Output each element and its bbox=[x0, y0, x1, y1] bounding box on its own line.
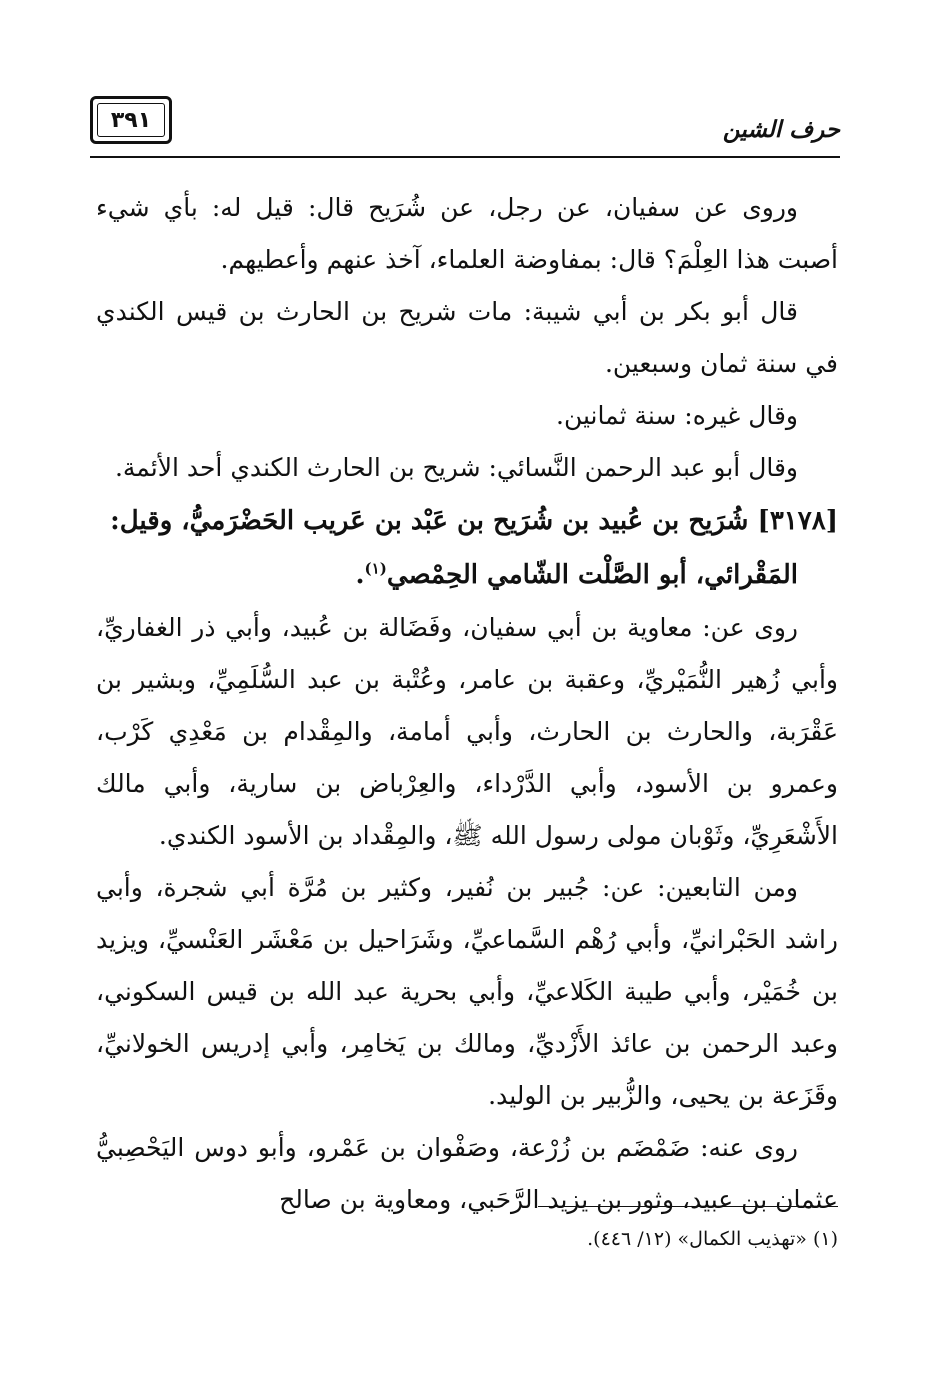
body-text bbox=[96, 182, 838, 1226]
entry-heading-line2-end: . bbox=[355, 560, 365, 590]
paragraph: وقال غيره: سنة ثمانين. bbox=[556, 401, 798, 430]
page-header bbox=[90, 96, 840, 160]
running-title: حرف الشين bbox=[722, 116, 840, 143]
footnote-rule bbox=[538, 1206, 838, 1207]
paragraph: ومن التابعين: عن: جُبير بن نُفير، وكثير بن مُرَّة أبي شجرة، وأبي راشد الحَبْرانيِّ، وأبي رُهْم السَّماعيِّ، وشَرَاحيل بن مَعْشَر العَنْسيِّ، ويزيد بن خُمَيْر، وأبي طيبة الكَلاعيِّ، وأبي بحرية عبد الله بن قيس السكوني، وعبد الرحمن بن عائذ الأَزْديِّ، ومالك بن يَخامِر، وأبي إدريس الخولانيِّ، وقَزَعة بن يحيى، والزُّبير بن الوليد. bbox=[96, 873, 838, 1110]
paragraph: روى عن: معاوية بن أبي سفيان، وفَضَالة بن عُبيد، وأبي ذر الغفاريِّ، وأبي زُهير النُّمَيْريِّ، وعقبة بن عامر، وعُتْبة بن عبد السُّلَمِيِّ، وبشير بن عَقْرَبة، والحارث بن الحارث، وأبي أمامة، والمِقْدام بن مَعْدِي كَرْب، وعمرو بن الأسود، وأبي الدَّرْداء، والعِرْباض بن سارية، وأبي مالك الأَشْعَرِيِّ، وثَوْبان مولى رسول الله ﷺ، والمِقْداد بن الأسود الكندي. bbox=[96, 613, 838, 850]
footnote: (١) «تهذيب الكمال» (١٢/ ٤٤٦). bbox=[587, 1228, 838, 1250]
paragraph: وقال أبو عبد الرحمن النَّسائي: شريح بن الحارث الكندي أحد الأئمة. bbox=[114, 453, 798, 482]
entry-heading-line1: [٣١٧٨] شُرَيح بن عُبيد بن شُرَيح بن عَبْد بن عَريب الحَضْرَميُّ، وقيل: bbox=[110, 506, 838, 536]
header-rule bbox=[90, 156, 840, 158]
paragraph: وروى عن سفيان، عن رجل، عن شُرَيح قال: قيل له: بأي شيء أصبت هذا العِلْمَ؟ قال: بمفاوضة العلماء، آخذ عنهم وأعطيهم. bbox=[96, 193, 838, 274]
page-number-frame bbox=[90, 96, 172, 144]
paragraph: روى عنه: ضَمْضَم بن زُرْعة، وصَفْوان بن عَمْرو، وأبو دوس اليَحْصِبيُّ عثمان بن عبيد، وثور بن يزيد الرَّحَبي، ومعاوية بن صالح bbox=[96, 1133, 838, 1214]
page-number: ٣٩١ bbox=[110, 107, 152, 133]
entry-heading bbox=[96, 494, 838, 602]
paragraph: قال أبو بكر بن أبي شيبة: مات شريح بن الحارث بن قيس الكندي في سنة ثمان وسبعين. bbox=[96, 297, 838, 378]
entry-heading-line2 bbox=[96, 548, 838, 602]
entry-heading-line2-text: المَقْرائي، أبو الصَّلْت الشّامي الحِمْصي bbox=[386, 560, 798, 590]
footnote-marker: (١) bbox=[364, 559, 387, 578]
